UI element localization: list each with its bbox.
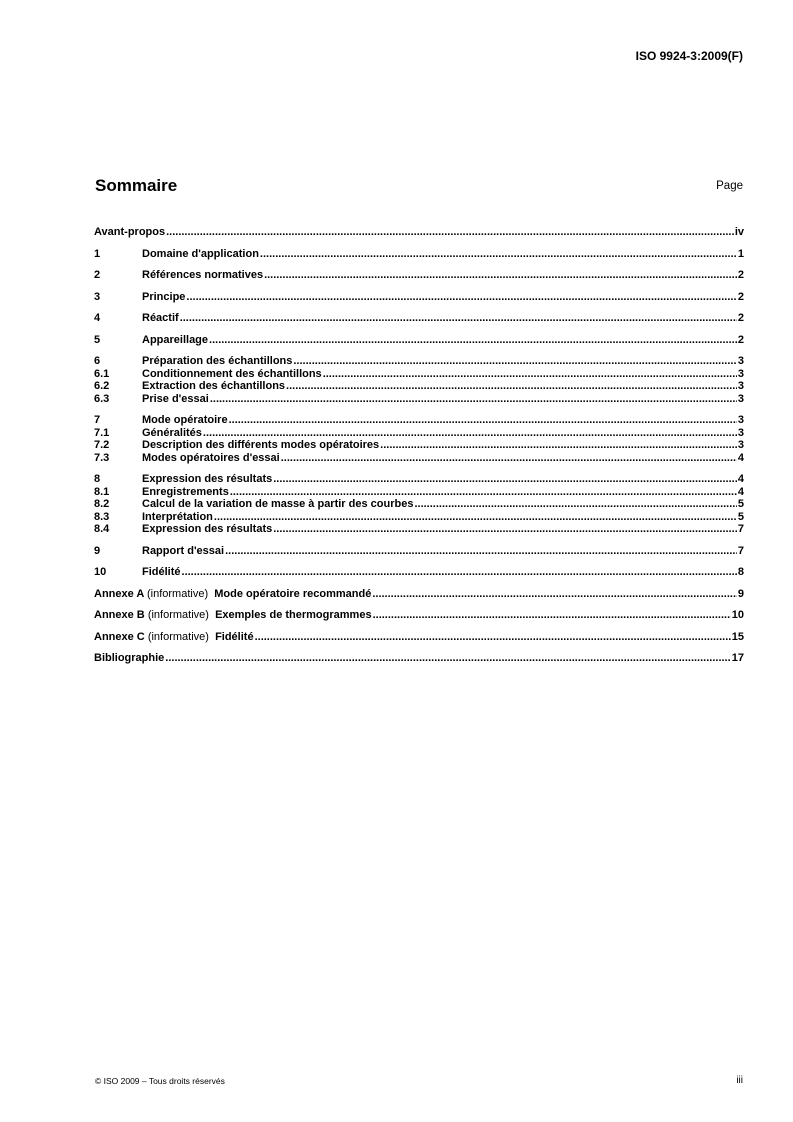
toc-leader [414, 498, 736, 511]
toc-page-number: 15 [731, 630, 744, 643]
toc-entry[interactable] [94, 566, 744, 579]
toc-page-number: 1 [737, 247, 744, 260]
toc-entry-number: 5 [94, 333, 101, 346]
toc-annex-title: Annexe A (informative) Mode opératoire recommandé [94, 587, 372, 600]
toc-page-number: 2 [737, 333, 744, 346]
toc-leader [209, 334, 737, 347]
toc-entry-number: 8.1 [94, 485, 110, 498]
toc-entry-number: 2 [94, 269, 101, 281]
toc-entry-number: 4 [94, 312, 101, 324]
toc-entry-title: Généralités [142, 426, 202, 439]
toc-page-number: 3 [737, 355, 744, 367]
toc-entry[interactable] [94, 545, 744, 558]
toc-page-number: iv [734, 226, 744, 238]
toc-leader [273, 473, 737, 486]
toc-entry[interactable] [94, 452, 744, 465]
toc-entry-number: 8 [94, 473, 101, 485]
toc-entry[interactable] [94, 312, 744, 325]
toc-entry-title: Interprétation [142, 510, 213, 523]
toc-entry[interactable] [94, 380, 744, 393]
toc-leader [182, 566, 737, 579]
toc-page-number: 5 [737, 510, 744, 523]
toc-annex-a[interactable] [94, 588, 744, 601]
toc-page-number: 10 [731, 609, 744, 621]
toc-entry-title: Domaine d'application [142, 247, 259, 260]
toc-entry[interactable] [94, 414, 744, 427]
toc-entry-title: Appareillage [142, 333, 209, 346]
document-id: ISO 9924-3:2009(F) [635, 49, 743, 63]
toc-page-number: 3 [737, 380, 744, 392]
toc-leader [210, 393, 737, 406]
toc-entry-title: Calcul de la variation de masse à partir des courbes [142, 498, 414, 510]
toc-entry[interactable] [94, 498, 744, 511]
toc-leader [186, 291, 736, 304]
toc-page-number: 2 [737, 269, 744, 281]
toc-entry-title: Mode opératoire [142, 414, 228, 426]
toc-leader [273, 523, 737, 536]
footer-copyright: © ISO 2009 – Tous droits réservés [95, 1076, 225, 1086]
toc-page-column-label: Page [716, 180, 743, 192]
toc-annex-title: Annexe C (informative) Fidélité [94, 630, 254, 643]
toc-entry-number: 6 [94, 355, 101, 367]
toc-entry-title: Description des différents modes opératoires [142, 439, 380, 451]
toc-entry-title: Bibliographie [94, 652, 165, 664]
toc-leader [203, 427, 737, 440]
toc-leader [166, 226, 734, 239]
toc-entry-title: Principe [142, 290, 186, 303]
toc-page-number: 7 [737, 544, 744, 557]
toc-entry-title: Modes opératoires d'essai [142, 451, 280, 464]
toc-annex-c[interactable] [94, 631, 744, 644]
toc-entry-number: 7.3 [94, 451, 110, 464]
toc-entry[interactable] [94, 511, 744, 524]
toc-leader [165, 652, 730, 665]
toc-entry[interactable] [94, 523, 744, 536]
toc-entry[interactable] [94, 291, 744, 304]
toc-entry-number: 8.4 [94, 523, 110, 535]
toc-page-number: 2 [737, 290, 744, 303]
toc-entry-number: 3 [94, 290, 101, 303]
toc-entry[interactable] [94, 439, 744, 452]
toc-entry-number: 10 [94, 566, 107, 578]
table-of-contents [94, 226, 744, 665]
toc-entry[interactable] [94, 393, 744, 406]
toc-page-number: 3 [737, 367, 744, 380]
toc-page-number: 3 [737, 392, 744, 405]
toc-page-number: 5 [737, 498, 744, 510]
toc-page-number: 3 [737, 439, 744, 451]
toc-page-number: 4 [737, 451, 744, 464]
toc-entry[interactable] [94, 355, 744, 368]
toc-entry[interactable] [94, 368, 744, 381]
toc-entry-number: 1 [94, 247, 101, 260]
toc-entry-title: Rapport d'essai [142, 544, 225, 557]
toc-entry-number: 8.2 [94, 498, 110, 510]
toc-page-number: 4 [737, 485, 744, 498]
toc-leader [264, 269, 737, 282]
toc-entry[interactable] [94, 427, 744, 440]
toc-annex-title: Annexe B (informative) Exemples de thermogrammes [94, 609, 372, 621]
toc-entry-title: Expression des résultats [142, 523, 273, 535]
toc-page-number: 17 [731, 652, 744, 664]
toc-entry-title: Enregistrements [142, 485, 229, 498]
toc-leader [323, 368, 737, 381]
toc-entry[interactable] [94, 248, 744, 261]
toc-entry[interactable] [94, 226, 744, 239]
toc-bibliography[interactable] [94, 652, 744, 665]
toc-entry-number: 8.3 [94, 510, 110, 523]
toc-page-number: 3 [737, 426, 744, 439]
toc-leader [260, 248, 737, 261]
toc-entries [94, 226, 744, 579]
toc-leader [180, 312, 737, 325]
toc-entry[interactable] [94, 334, 744, 347]
toc-entry-title: Expression des résultats [142, 473, 273, 485]
toc-entry[interactable] [94, 473, 744, 486]
toc-entry-number: 6.2 [94, 380, 110, 392]
toc-entry-number: 7.1 [94, 426, 110, 439]
toc-page-number: 3 [737, 414, 744, 426]
toc-leader [229, 414, 737, 427]
toc-entry-title: Prise d'essai [142, 392, 209, 405]
toc-entry-title: Extraction des échantillons [142, 380, 286, 392]
toc-leader [380, 439, 737, 452]
toc-entry-title: Réactif [142, 312, 179, 324]
toc-leader [286, 380, 737, 393]
toc-entry-number: 7.2 [94, 439, 110, 451]
toc-entry-number: 9 [94, 544, 101, 557]
toc-page-number: 4 [737, 473, 744, 485]
toc-leader [281, 452, 737, 465]
footer-page-number: iii [736, 1075, 743, 1086]
toc-page-number: 9 [737, 587, 744, 600]
toc-page-number: 8 [737, 566, 744, 578]
toc-entry[interactable] [94, 269, 744, 282]
toc-title: Sommaire [95, 176, 178, 195]
toc-entry-title: Fidélité [142, 566, 181, 578]
toc-page-number: 2 [737, 312, 744, 324]
toc-entry-number: 6.3 [94, 392, 110, 405]
toc-leader [293, 355, 737, 368]
toc-page-number: 7 [737, 523, 744, 535]
toc-entry-title: Préparation des échantillons [142, 355, 293, 367]
toc-leader [373, 609, 731, 622]
toc-leader [214, 511, 737, 524]
toc-leader [230, 486, 737, 499]
toc-leader [255, 631, 731, 644]
toc-entry-number: 7 [94, 414, 101, 426]
toc-leader [225, 545, 737, 558]
toc-entry-title: Avant-propos [94, 226, 166, 238]
toc-entry[interactable] [94, 486, 744, 499]
toc-entry-title: Références normatives [142, 269, 264, 281]
toc-entry-number: 6.1 [94, 367, 110, 380]
toc-entry-title: Conditionnement des échantillons [142, 367, 322, 380]
toc-leader [372, 588, 737, 601]
toc-annex-b[interactable] [94, 609, 744, 622]
